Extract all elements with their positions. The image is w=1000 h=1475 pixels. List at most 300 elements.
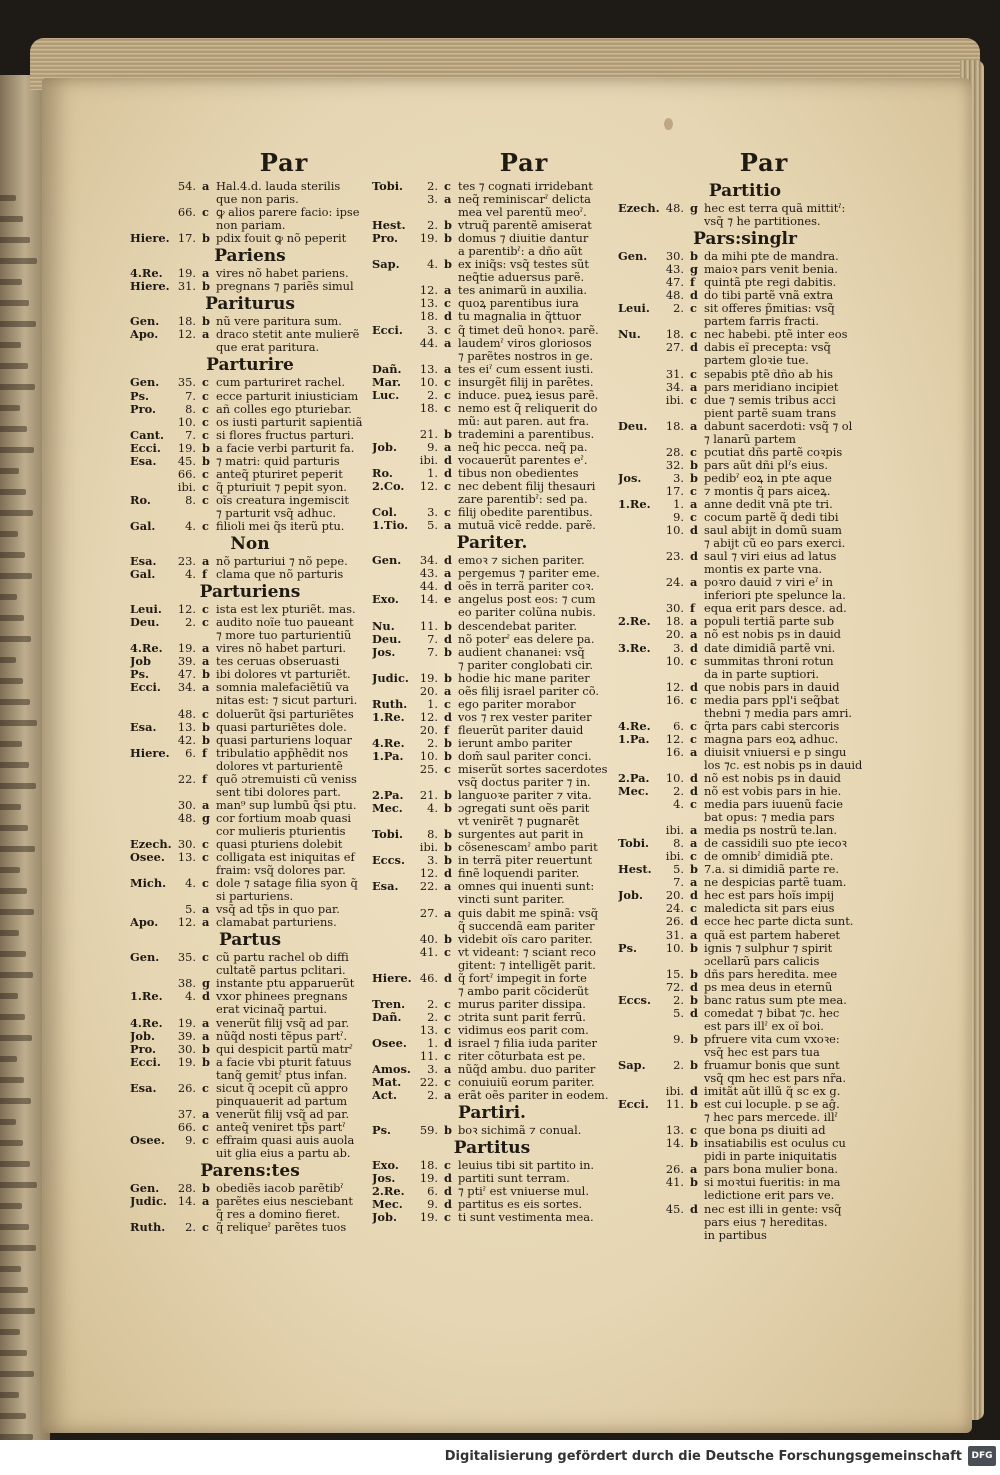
quotation-text: somnia malefaciẽtiũ va [216,680,350,695]
quotation-text: vsq̃ doctus pariter ⁊ in. [458,775,591,790]
quotation-text: in partibus [704,1227,767,1242]
section-letter: d [690,979,698,994]
book-reference: Sap. [372,258,400,272]
chapter-number: 4. [185,519,196,533]
quotation-text: zare parentibˀ: sed pa. [458,492,588,507]
section-letter: d [444,631,452,646]
section-letter: b [690,1175,698,1190]
entry-heading-text: Parens:tes [200,1161,300,1182]
chapter-number: 19. [419,232,438,246]
quotation-text: magna pars eoꝝ adhuc. [704,731,839,746]
quotation-text: mea vel parentũ meoˀ. [458,205,587,220]
citation-line [618,354,872,367]
chapter-number: 10. [665,524,684,538]
citation-line [130,442,370,455]
quotation-text: media pars iuuenũ facie [704,797,844,812]
citation-line [130,799,370,812]
chapter-number: 11. [419,619,438,633]
chapter-number: 59. [419,1124,438,1138]
facing-page-text-fragment [0,1245,36,1251]
citation-line [130,760,370,773]
citation-line [372,1211,612,1224]
quotation-text: oĩs creatura ingemiscit [216,492,349,507]
quotation-text: vos ⁊ rex vester pariter [458,709,592,724]
quotation-text: dabunt sacerdoti: vsq̃ ⁊ ol [704,418,853,433]
quotation-text: hodie hic mane pariter [458,670,590,685]
section-letter: d [690,914,698,929]
quotation-text: vidimus eos parit com. [458,1022,589,1037]
book-reference: Hiere. [130,280,170,294]
quotation-text: ego pariter morabor [458,696,576,711]
quotation-text: non pariam. [216,218,286,233]
section-letter: g [202,810,210,825]
section-letter: c [690,1123,697,1138]
index-column-2 [372,180,612,1225]
facing-page-text-fragment [0,384,35,390]
citation-line [372,428,612,441]
citation-line [618,472,872,485]
citation-line [618,942,872,955]
section-letter: a [202,327,210,342]
chapter-number: 40. [419,932,438,946]
quotation-text: tes animarũ in auxilia. [458,283,588,298]
quotation-text: ⁊ parẽtes nostros in ge. [458,348,593,363]
citation-line [618,459,872,472]
quotation-text: hec est terra quã mittitˀ: [704,201,846,215]
quotation-text: ⁊ lanarũ partem [704,431,796,446]
quotation-text: pars eius ⁊ hereditas. [704,1214,828,1229]
section-letter: b [444,788,452,803]
book-reference: Osee. [130,1133,165,1147]
quotation-text: ex iniq̃s: vsq̃ testes sũt [458,257,589,272]
section-letter: b [690,1058,698,1072]
chapter-number: 14. [419,593,438,607]
facing-page-text-fragment [0,867,20,873]
quotation-text: nec habebi. ptẽ inter eos [704,327,848,342]
section-letter: c [202,1132,209,1147]
section-letter: b [690,1136,698,1151]
citation-line [130,403,370,416]
citation-line [372,1124,612,1137]
quotation-text: erat vicinaq̃ partui. [216,1002,328,1017]
chapter-number: 2. [427,1010,438,1024]
citation-line [618,720,872,733]
section-letter: c [690,327,697,342]
entry-heading-text: Pariens [214,246,286,267]
facing-page-text-fragment [0,1119,16,1125]
chapter-number: 8. [673,837,684,851]
quotation-text: ⁊ matri: quid parturis [216,453,340,468]
chapter-number: ibi. [177,480,196,494]
quotation-text: tanq̃ gemitˀ ptus infan. [216,1067,348,1082]
section-letter: a [444,335,452,350]
entry-heading-text: Pars:singlr [693,229,797,250]
section-letter: b [690,1097,698,1112]
citation-line [130,708,370,721]
facing-page-text-fragment [0,678,23,684]
section-letter: d [444,1036,452,1050]
quotation-text: si flores fructus parturi. [216,427,355,442]
quotation-text: sit offeres p̃mitias: vsq̃ [704,301,835,316]
facing-page-text-fragment [0,741,22,747]
entry-heading-text: Partiri. [458,1103,526,1124]
entry-heading [130,245,370,267]
quotation-text: pinquauerit ad partum [216,1093,347,1108]
citation-line [372,606,612,619]
citation-line [618,446,872,459]
citation-line [618,668,872,681]
book-reference: Eccs. [372,854,405,868]
entry-heading [372,1137,612,1159]
facing-page-text-fragment [0,993,18,999]
quotation-text: os iusti parturit sapientiã [216,414,363,429]
facing-page-text-fragment [0,1413,26,1419]
chapter-number: 34. [419,554,438,568]
section-letter: d [690,523,698,538]
quotation-text: nũq̃d ambu. duo pariter [458,1062,596,1077]
quotation-text: saul ⁊ viri eius ad latus [704,549,837,564]
section-letter: b [444,218,452,233]
section-letter: c [202,836,209,851]
book-reference: 4.Re. [130,642,163,656]
section-letter: b [202,279,210,294]
citation-line [130,1108,370,1121]
section-letter: a [690,875,698,890]
chapter-number: 4. [185,990,196,1004]
book-reference: Ezech. [130,837,172,851]
section-letter: d [690,888,698,903]
chapter-number: 17. [665,484,684,498]
book-reference: Ps. [130,389,149,403]
citation-line [130,416,370,429]
chapter-number: 4. [427,802,438,816]
quotation-text: in terrã piter reuertunt [458,853,593,868]
facing-page-text-fragment [0,972,33,978]
chapter-number: 20. [419,684,438,698]
section-letter: c [690,510,697,525]
quotation-text: boꝛ sichimã ⁊ conual. [458,1123,582,1138]
chapter-number: 7. [673,876,684,890]
book-reference: Pro. [130,402,156,416]
facing-page-text-fragment [0,552,25,558]
quotation-text: equa erit pars desce. ad. [704,601,847,616]
quotation-text: a parentibˀ: a dño aũt [458,244,583,259]
section-letter: c [202,1119,209,1134]
quotation-text: quoꝝ parentibus iura [458,296,579,311]
quotation-text: vtruq̃ parentẽ amiserat [458,218,592,233]
chapter-number: 5. [673,863,684,877]
chapter-number: 24. [665,902,684,916]
quotation-text: a facie verbi parturit fa. [216,440,355,455]
chapter-number: 4. [185,568,196,582]
quotation-text: ɔcellarũ pars calicis [704,953,820,968]
section-letter: d [202,989,210,1004]
quotation-text: pars bona mulier bona. [704,1162,839,1177]
book-reference: Ecci. [130,441,161,455]
book-reference: Ecci. [618,1098,649,1112]
quotation-text: tes ceruas obseruasti [216,654,340,669]
section-letter: c [202,479,209,494]
facing-page-text-fragment [0,1371,34,1377]
chapter-number: 45. [177,454,196,468]
quotation-text: tribulatio app̃hẽdit nos [216,745,349,760]
quotation-text: summitas throni rotun [704,653,834,668]
section-letter: c [690,718,697,733]
chapter-number: 5. [185,903,196,917]
chapter-number: 66. [177,467,196,481]
book-reference: Sap. [618,1059,646,1072]
quotation-text: pedibˀ eoꝝ in pte aque [704,470,832,485]
quotation-text: riter cõturbata est pe. [458,1049,586,1064]
section-letter: e [444,592,452,607]
quotation-text: populi tertiã parte sub [704,614,835,629]
book-reference: Tobi. [618,837,650,851]
citation-line [372,946,612,959]
facing-page-text-fragment [0,300,29,306]
section-letter: d [444,970,452,985]
quotation-text: quintã pte regi dabitis. [704,275,837,290]
section-letter: c [444,944,451,959]
quotation-text: nitas est: ⁊ sicut parturi. [216,693,358,708]
chapter-number: 41. [419,945,438,959]
quotation-text: man⁹ sup lumbũ q̃si ptu. [216,797,357,812]
chapter-number: ibi. [665,393,684,407]
book-reference: 2.Pa. [618,771,650,785]
quotation-text: neq̃tie aduersus parẽ. [458,270,585,285]
citation-line [618,694,872,707]
quotation-text: draco stetit ante mulierẽ [216,327,360,342]
facing-page-text-fragment [0,699,30,705]
chapter-number: 41. [665,1176,684,1190]
chapter-number: 19. [177,1055,196,1069]
entry-heading-text: Partitio [708,181,782,201]
quotation-text: instante ptu apparuerũt [216,976,355,991]
quotation-text: angelus post eos: ⁊ cum [458,592,596,607]
quotation-text: fleuerũt pariter dauid [458,722,584,737]
section-letter: a [444,361,452,376]
facing-page-text-fragment [0,1056,17,1062]
section-letter: a [202,797,210,812]
entry-heading [130,293,370,315]
chapter-number: 19. [177,642,196,656]
book-reference: Job. [130,1029,155,1043]
section-letter: f [690,601,695,616]
section-letter: a [444,683,452,698]
chapter-number: 14. [177,1195,196,1209]
citation-line [372,698,612,711]
quotation-text: murus pariter dissipa. [458,996,586,1011]
chapter-number: 10. [177,415,196,429]
chapter-number: 12. [665,680,684,694]
entry-heading [130,533,370,555]
quotation-text: descendebat pariter. [458,618,577,633]
section-letter: b [202,732,210,747]
section-letter: d [690,1005,698,1020]
quotation-text: venerũt filij vsq̃ ad par. [216,1106,350,1121]
section-letter: g [690,262,698,277]
quotation-text: a facie vbi pturit fatuus [216,1054,352,1069]
citation-line [618,628,872,641]
book-reference: Deu. [618,419,648,433]
book-reference: 1.Re. [618,497,651,511]
quotation-text: inferiori pte spelunce la. [704,588,846,603]
chapter-number: 12. [419,710,438,724]
section-letter: d [444,1171,452,1186]
chapter-number: 39. [177,655,196,669]
quotation-text: sepabis ptẽ dño ab his [704,366,833,381]
section-letter: c [202,205,209,220]
section-letter: c [444,387,451,402]
facing-page-text-fragment [0,1224,29,1230]
citation-line [130,341,370,354]
chapter-number: 44. [419,580,438,594]
book-reference: Mich. [130,877,167,891]
quotation-text: vsq̃ ad tp̃s in quo par. [216,902,340,917]
section-letter: f [202,567,207,582]
citation-line [372,998,612,1011]
quotation-text: ⁊ montis q̃ pars aiceꝝ. [704,483,831,498]
citation-line [372,646,612,659]
section-letter: b [690,249,698,264]
section-letter: c [444,1075,451,1090]
quotation-text: da in parte suptiori. [704,666,820,681]
section-letter: b [690,862,698,877]
quotation-text: tu magnalia in q̃ttuor [458,309,581,324]
citation-line [618,981,872,994]
quotation-text: trademini a parentibus. [458,426,595,441]
citation-line [130,747,370,760]
quotation-text: pergemus ⁊ pariter eme. [458,566,600,581]
quotation-text: ⁊ more tuo parturientiũ [216,628,352,643]
section-letter: f [202,771,207,786]
section-letter: c [202,850,209,865]
citation-line [372,1011,612,1024]
quotation-text: nec est illi in gente: vsq̃ [704,1201,842,1216]
chapter-number: 30. [665,602,684,616]
section-letter: d [444,1184,452,1199]
citation-line [130,494,370,507]
book-reference: 2.Re. [372,1185,405,1199]
facing-page-text-fragment [0,636,31,642]
section-letter: c [690,901,697,916]
chapter-number: 12. [177,603,196,617]
facing-page-text-fragment [0,1077,24,1083]
quotation-text: clamabat parturiens. [216,915,337,930]
book-reference: Job [130,655,151,669]
chapter-number: 47. [177,668,196,682]
quotation-text: finẽ loquendi pariter. [458,866,580,881]
chapter-number: 31. [177,280,196,294]
citation-line [130,1147,370,1160]
section-letter: d [444,866,452,881]
citation-line [372,402,612,415]
entry-heading [130,354,370,376]
chapter-number: 37. [177,1107,196,1121]
chapter-number: 26. [665,915,684,929]
quotation-text: languoꝛe pariter ⁊ vita. [458,788,592,803]
quotation-text: pidi in parte iniquitatis [704,1149,837,1164]
section-letter: b [202,1041,210,1056]
entry-heading [130,929,370,951]
section-letter: a [690,627,698,642]
facing-page-text-fragment [0,1308,35,1314]
book-reference: 4.Re. [130,1016,163,1030]
chapter-number: 6. [185,746,196,760]
quotation-text: ne despicias partẽ tuam. [704,875,847,890]
facing-page-text-fragment [0,888,27,894]
section-letter: b [202,719,210,734]
citation-line [372,376,612,389]
citation-line [618,759,872,772]
quotation-text: gitent: ⁊ intelligẽt parit. [458,957,596,972]
citation-line [130,568,370,581]
section-letter: a [202,902,210,917]
section-letter: d [690,288,698,303]
quotation-text: quasi parturiens loquar [216,732,352,747]
section-letter: d [444,466,452,481]
section-letter: b [444,231,452,246]
chapter-number: 30. [177,837,196,851]
book-page [42,78,972,1433]
facing-page-text-fragment [0,1182,37,1188]
section-letter: c [202,375,209,390]
chapter-number: 12. [419,480,438,494]
chapter-number: 9. [673,1032,684,1046]
facing-page-text-fragment [0,1392,19,1398]
citation-line [618,994,872,1007]
chapter-number: 22. [419,880,438,894]
book-reference: Esa. [130,555,157,569]
section-letter: a [202,1106,210,1121]
quotation-text: dole ⁊ satage filia syon q̃ [216,876,358,891]
section-letter: a [202,1194,210,1209]
quotation-text: pars aũt dñi plˀs eius. [704,457,828,472]
quotation-text: da mihi pte de mandra. [704,249,839,264]
quotation-text: pcutiat dñs partẽ coꝛpis [704,444,843,459]
section-letter: c [444,322,451,337]
chapter-number: ibi. [419,453,438,467]
quotation-text: si moꝛtui fueritis: in ma [704,1175,841,1190]
section-letter: a [202,680,210,695]
quotation-text: ⁊ parturit vsq̃ adhuc. [216,505,336,520]
quotation-text: comedat ⁊ bibat ⁊c. hec [704,1005,840,1020]
chapter-number: 30. [177,1042,196,1056]
quotation-text: vt venirẽt ⁊ pugnarẽt [458,814,580,829]
chapter-number: 2. [673,785,684,799]
book-reference: Tobi. [372,828,404,842]
chapter-number: 39. [177,1029,196,1043]
quotation-text: insatiabilis est oculus cu [704,1136,846,1151]
quotation-text: ibi dolores vt parturiẽt. [216,667,351,682]
book-reference: Apo. [130,916,159,930]
quotation-text: vires nõ habet parturi. [216,641,347,656]
chapter-number: 20. [665,889,684,903]
quotation-text: vsq̃ ⁊ he partitiones. [704,214,821,229]
chapter-number: 12. [177,916,196,930]
quotation-text: vires nõ habet pariens. [216,266,349,281]
chapter-number: 18. [419,1159,438,1173]
section-letter: c [202,706,209,721]
book-reference: 2.Re. [618,615,651,629]
facing-page-text-fragment [0,216,23,222]
citation-line [130,1043,370,1056]
citation-line [618,1020,872,1033]
quotation-text: ledictione erit pars ve. [704,1188,835,1203]
citation-line [618,1203,872,1216]
chapter-number: 21. [419,427,438,441]
chapter-number: 9. [673,511,684,525]
chapter-number: 28. [665,445,684,459]
